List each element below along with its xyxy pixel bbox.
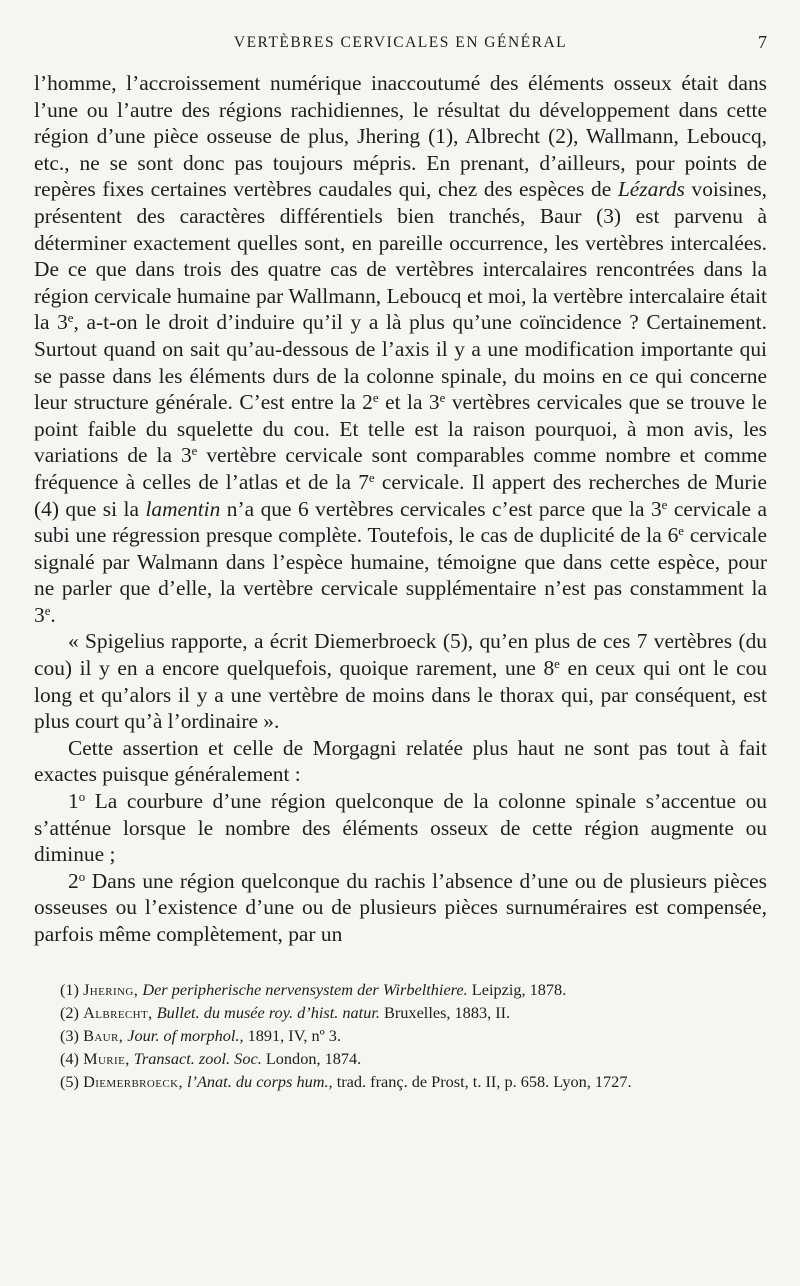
- main-text: [34, 70, 767, 948]
- paragraph-5: 2$^o$ Dans une région quelconque du rachis l’absence d’une ou de plusieurs pièces osseuses ou l’existence d’une ou de plusieurs pièces surnuméraires est compensée, parfois même complètement, par un: [34, 868, 767, 946]
- paragraph-3: Cette assertion et celle de Morgagni relatée plus haut ne sont pas tout à fait exactes puisque généralement :: [34, 735, 767, 787]
- footnotes: [34, 978, 767, 1094]
- running-title: VERTÈBRES CERVICALES EN GÉNÉRAL: [233, 34, 568, 51]
- paragraph-1: l’homme, l’accroissement numérique inaccoutumé des éléments osseux était dans l’une ou l’autre des régions rachidiennes, le résultat du développement dans cette région d’une pièce osseuse de plus, Jhering (1), Albrecht (2), Wallmann, Leboucq, etc., ne se sont donc pas toujours mépris. En prenant, d’ailleurs, pour points de repères fixes certaines vertèbres caudales qui, chez des espèces de Lézards voisines, présentent des caractères différentiels bien tranchés, Baur (3) est parvenu à déterminer exactement quelles sont, en pareille occurrence, les vertèbres intercalées. De ce que dans trois des quatre cas de vertèbres intercalaires rencontrées dans la région cervicale humaine par Wallmann, Leboucq et moi, la vertèbre intercalaire était la 3e, a-t-on le droit d’induire qu’il y a là plus qu’une coïncidence ? Certainement. Surtout quand on sait qu’au-dessous de l’axis il y a une modification importante qui se passe dans les éléments durs de la colonne spinale, du moins en ce qui concerne leur structure générale. C’est entre la 2e et la 3e vertèbres cervicales que se trouve le point faible du squelette du cou. Et telle est la raison pourquoi, à mon avis, les variations de la 3e vertèbre cervicale sont comparables comme nombre et comme fréquence à celles de l’atlas et de la 7e cervicale. Il appert des recherches de Murie (4) que si la lamentin n’a que 6 vertèbres cervicales c’est parce que la 3e cervicale a subi une régression presque complète. Toutefois, le cas de duplicité de la 6e cervicale signalé par Walmann dans l’espèce humaine, témoigne que dans cette espèce, pour ne parler que d’elle, la vertèbre cervicale supplémentaire n’est pas constamment la 3e.: [34, 71, 768, 627]
- footnote-1: (1) Jhering, Der peripherische nervensystem der Wirbelthiere. Leipzig, 1878.: [60, 979, 567, 999]
- footnote-4: (4) Murie, Transact. zool. Soc. London, 1874.: [60, 1049, 362, 1069]
- page-number: 7: [758, 32, 767, 52]
- footnote-5: (5) Diemerbroeck, l’Anat. du corps hum., trad. franç. de Prost, t. II, p. 658. Lyon, 1727.: [60, 1072, 632, 1092]
- book-page: [34, 30, 767, 1094]
- paragraph-2: « Spigelius rapporte, a écrit Diemerbroeck (5), qu’en plus de ces 7 vertèbres (du cou) il y en a encore quelquefois, quoique rarement, une 8e en ceux qui ont le cou long et qu’alors il y a une vertèbre de moins dans le thorax qui, par conséquent, est plus court qu’à l’ordinaire ».: [34, 629, 767, 734]
- footnote-2: (2) Albrecht, Bullet. du musée roy. d’hist. natur. Bruxelles, 1883, II.: [60, 1002, 511, 1022]
- footnote-3: (3) Baur, Jour. of morphol., 1891, IV, nº 3.: [60, 1026, 341, 1045]
- page-header: [34, 30, 767, 60]
- paragraph-4: 1$^o$ La courbure d’une région quelconque de la colonne spinale s’accentue ou s’atténue lorsque le nombre des éléments osseux de cette région augmente ou diminue ;: [34, 789, 767, 867]
